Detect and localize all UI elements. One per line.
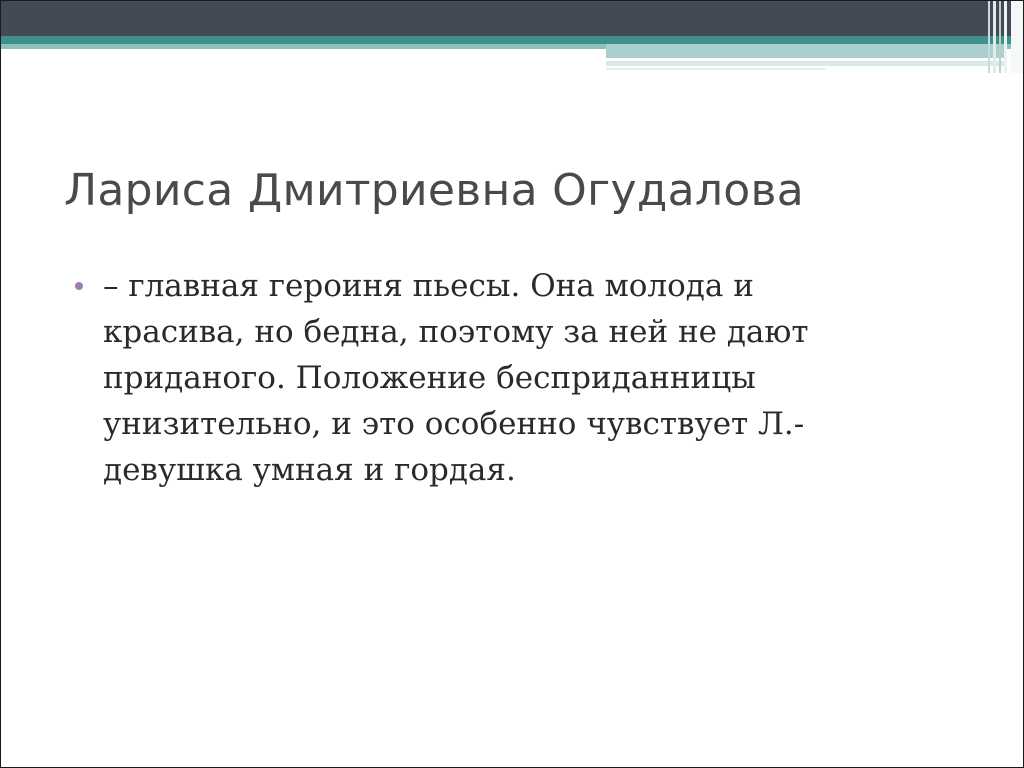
stripe: [993, 1, 996, 73]
header-accent-thin-line: [606, 61, 1006, 66]
bullet-text: – главная героиня пьесы. Она молода и красива, но бедна, поэтому за ней не дают приданого. Положение бесприданницы унизительно, и это особенно чувствует Л.- девушка умная и гордая.: [103, 268, 809, 488]
header-dark-band: [1, 1, 1024, 36]
bullet-list: [71, 263, 901, 493]
stripe: [1004, 1, 1007, 73]
stripe: [999, 1, 1001, 73]
header-teal-band: [1, 36, 1024, 44]
header-vertical-stripes: [983, 1, 1023, 73]
header-accent-hairline: [606, 68, 826, 70]
bullet-dot-icon: [75, 282, 83, 290]
stripe: [988, 1, 990, 73]
bullet-item: [71, 263, 901, 493]
slide-title: Лариса Дмитриевна Огудалова: [64, 165, 804, 216]
header-accent-block: [606, 44, 1006, 58]
stripe: [1011, 1, 1023, 73]
